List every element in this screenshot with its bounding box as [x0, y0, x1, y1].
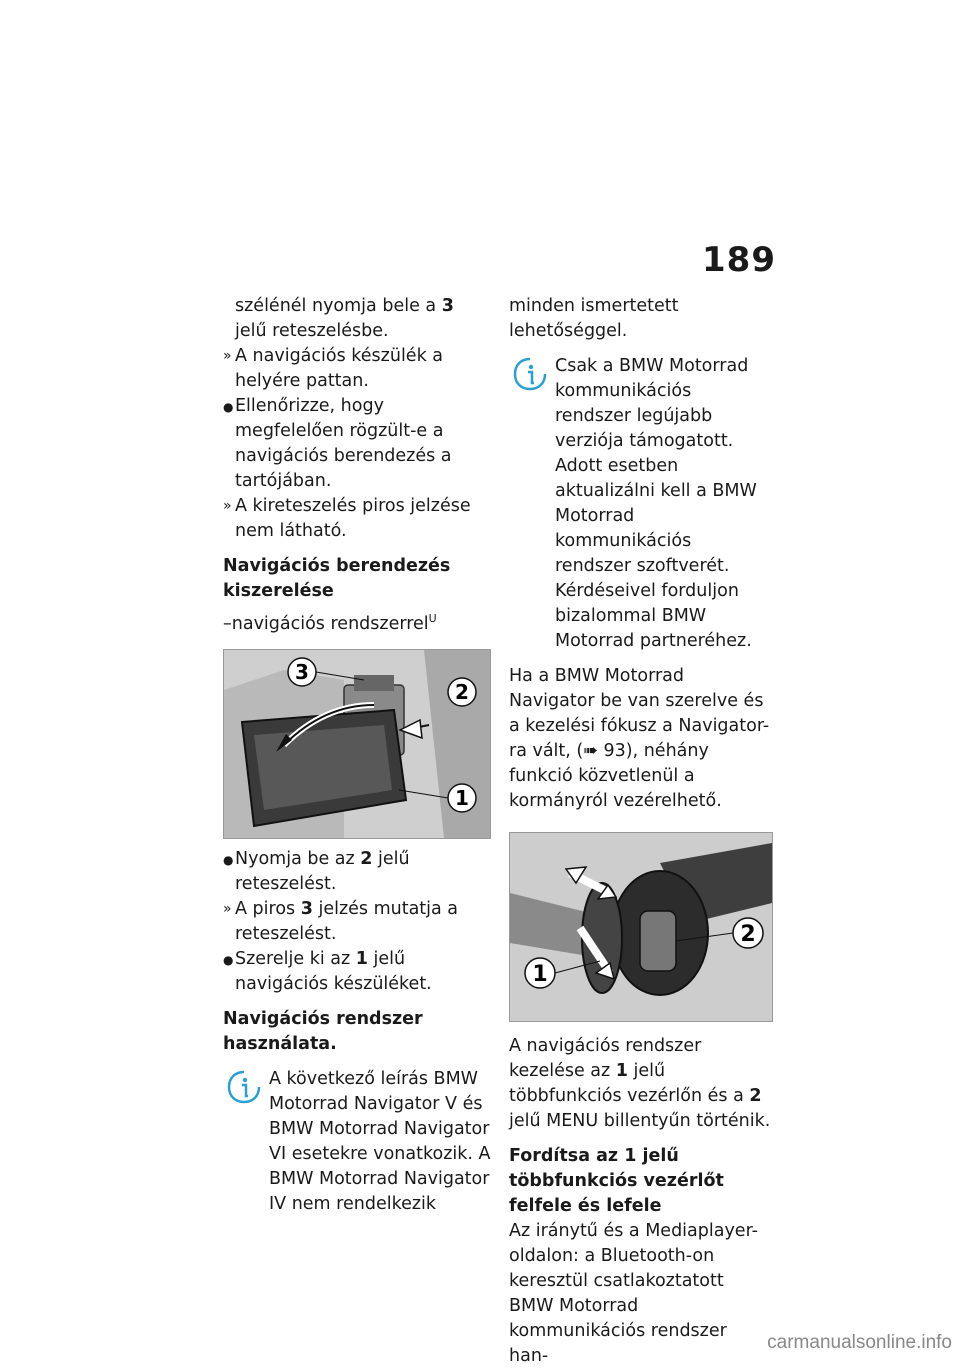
section-heading: Fordítsa az 1 jelű többfunkciós vezérlőt felfele és lefele — [509, 1146, 724, 1216]
step-item: ● Nyomja be az 2 jelű reteszelést. — [223, 848, 410, 894]
callout-3: 3 — [295, 659, 309, 684]
section-heading: Navigációs rendszer használata. — [223, 1008, 423, 1054]
bullet-marker: ● — [223, 852, 234, 867]
page-number: 189 — [702, 240, 776, 280]
navigation-device-figure — [223, 649, 491, 839]
paragraph: Ha a BMW Motorrad Navigator be van szerelve és a kezelési fókusz a Navigator-ra vált, (➠ 93), néhány funkció közvetlenül a kormányról vezérelhető. — [509, 666, 770, 811]
left-column — [223, 294, 491, 1217]
info-note: Csak a BMW Motorrad kommunikációs rendszer legújabb verziója támogatott. Adott esetben aktualizálni kell a BMW Motorrad kommunikációs rendszer szoftverét. Kérdéseivel forduljon bizalommal BMW Motorrad partneréhez. — [509, 354, 771, 654]
callout-2: 2 — [455, 679, 469, 704]
paragraph: minden ismertetett lehetőséggel. — [509, 296, 679, 341]
watermark-text: carmanualsonline.info — [767, 1332, 952, 1353]
result-marker: » — [223, 348, 232, 364]
result-item: » A kireteszelés piros jelzése nem látható. — [223, 496, 471, 541]
continued-paragraph: szélénél nyomja bele a 3 jelű reteszelésbe. — [235, 296, 454, 341]
right-column — [509, 294, 771, 1369]
info-note: A következő leírás BMW Motorrad Navigator V és BMW Motorrad Navigator VI esetekre vonatkozik. A BMW Motorrad Navigator IV nem rendelkezik — [223, 1067, 491, 1217]
result-item: » A piros 3 jelzés mutatja a reteszelést. — [223, 898, 459, 944]
step-item: ● Ellenőrizze, hogy megfelelően rögzült-e a navigációs berendezés a tartójában. — [223, 396, 452, 491]
result-item: » A navigációs készülék a helyére pattan. — [223, 346, 443, 391]
handlebar-controller-figure — [509, 832, 773, 1022]
info-icon — [511, 356, 549, 394]
result-marker: » — [223, 900, 232, 917]
bullet-marker: ● — [223, 400, 234, 414]
paragraph: Az iránytű és a Mediaplayer-oldalon: a Bluetooth-on keresztül csatlakoztatott BMW Motorrad kommunikációs rendszer han- — [509, 1221, 758, 1366]
section-subheading: –navigációs rendszerrel$^U$ — [223, 612, 437, 634]
paragraph: A navigációs rendszer kezelése az 1 jelű többfunkciós vezérlőn és a 2 jelű MENU billentyűn történik. — [509, 1036, 771, 1131]
info-icon — [225, 1069, 263, 1107]
result-marker: » — [223, 498, 232, 514]
page-reference-arrow-icon: ➠ — [583, 741, 598, 761]
step-item: ● Szerelje ki az 1 jelű navigációs készüléket. — [223, 948, 432, 994]
callout-1: 1 — [455, 785, 469, 810]
section-heading: Navigációs berendezés kiszerelése — [223, 556, 451, 601]
callout-2: 2 — [740, 922, 756, 947]
callout-1: 1 — [532, 962, 548, 987]
bullet-marker: ● — [223, 952, 234, 967]
